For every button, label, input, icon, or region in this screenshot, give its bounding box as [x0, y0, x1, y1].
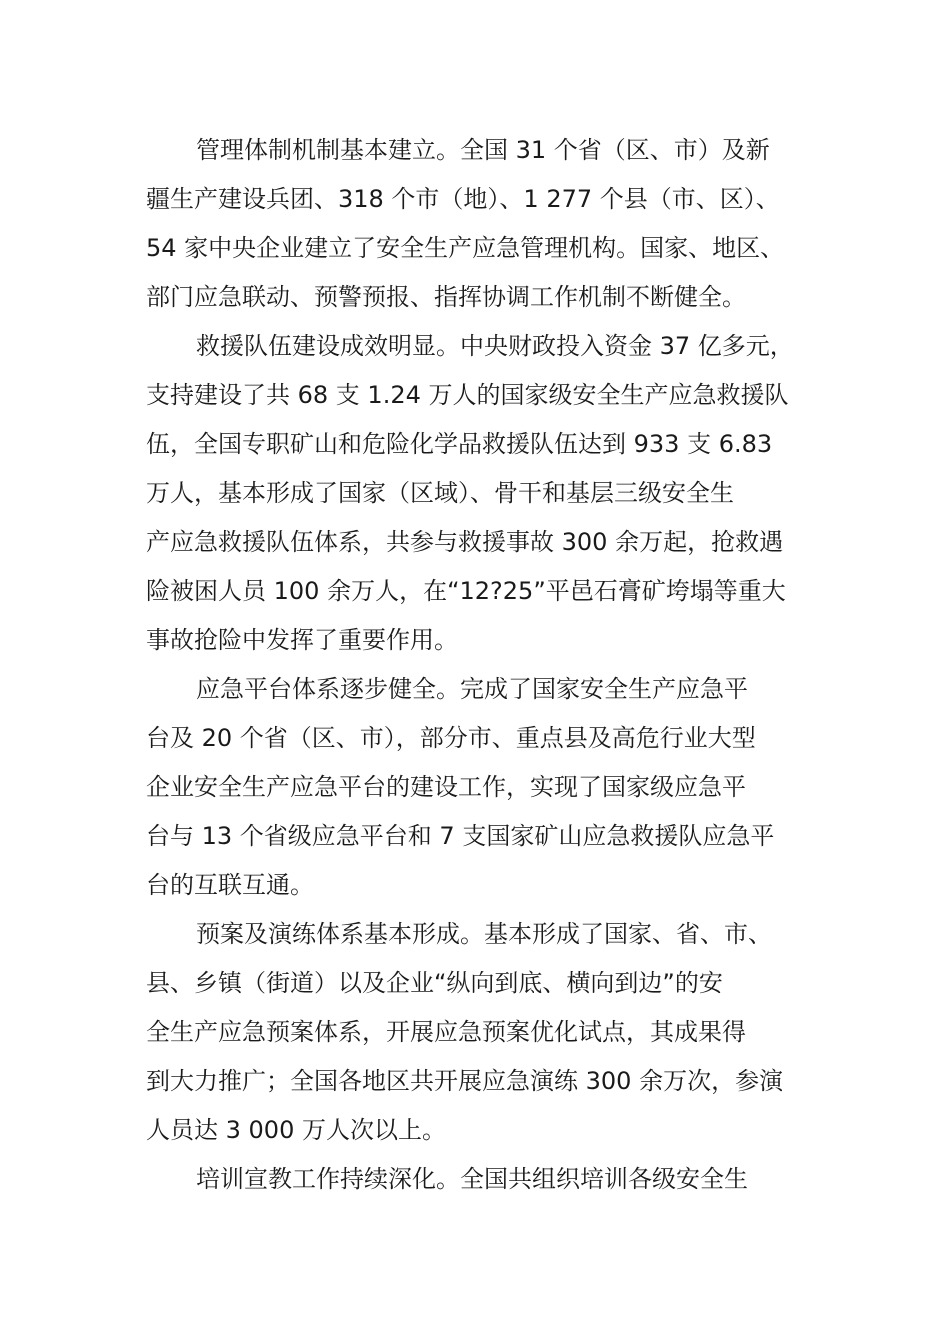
text-line: 应急平台体系逐步健全。完成了国家安全生产应急平 [196, 675, 748, 703]
text-line: 54 家中央企业建立了安全生产应急管理机构。国家、地区、 [146, 234, 785, 262]
text-line: 全生产应急预案体系，开展应急预案优化试点，其成果得 [146, 1018, 746, 1046]
document-body [146, 126, 810, 1204]
paragraph-training [146, 1155, 810, 1204]
text-line: 伍，全国专职矿山和危险化学品救援队伍达到 933 支 6.83 [146, 430, 773, 458]
text-line: 到大力推广；全国各地区共开展应急演练 300 余万次，参演 [146, 1067, 784, 1095]
text-line: 县、乡镇（街道）以及企业“纵向到底、横向到边”的安 [146, 969, 723, 997]
text-line: 险被困人员 100 余万人，在“12?25”平邑石膏矿垮塌等重大 [146, 577, 786, 605]
paragraph-management-system [146, 126, 810, 322]
text-line: 管理体制机制基本建立。全国 31 个省（区、市）及新 [196, 136, 770, 164]
text-line: 人员达 3 000 万人次以上。 [146, 1116, 446, 1144]
text-line: 疆生产建设兵团、318 个市（地）、1 277 个县（市、区）、 [146, 185, 780, 213]
text-line: 产应急救援队伍体系，共参与救援事故 300 余万起，抢救遇 [146, 528, 784, 556]
text-line: 部门应急联动、预警预报、指挥协调工作机制不断健全。 [146, 283, 746, 311]
text-line: 救援队伍建设成效明显。中央财政投入资金 37 亿多元， [196, 332, 794, 360]
text-line: 台的互联互通。 [146, 871, 314, 899]
paragraph-rescue-teams [146, 322, 810, 665]
text-line: 台与 13 个省级应急平台和 7 支国家矿山应急救援队应急平 [146, 822, 775, 850]
text-line: 培训宣教工作持续深化。全国共组织培训各级安全生 [196, 1165, 748, 1193]
paragraph-emergency-platform [146, 665, 810, 910]
text-line: 预案及演练体系基本形成。基本形成了国家、省、市、 [196, 920, 772, 948]
text-line: 万人，基本形成了国家（区域）、骨干和基层三级安全生 [146, 479, 734, 507]
text-line: 支持建设了共 68 支 1.24 万人的国家级安全生产应急救援队 [146, 381, 789, 409]
text-line: 事故抢险中发挥了重要作用。 [146, 626, 458, 654]
text-line: 企业安全生产应急平台的建设工作，实现了国家级应急平 [146, 773, 746, 801]
text-line: 台及 20 个省（区、市），部分市、重点县及高危行业大型 [146, 724, 756, 752]
paragraph-plans-drills [146, 910, 810, 1155]
